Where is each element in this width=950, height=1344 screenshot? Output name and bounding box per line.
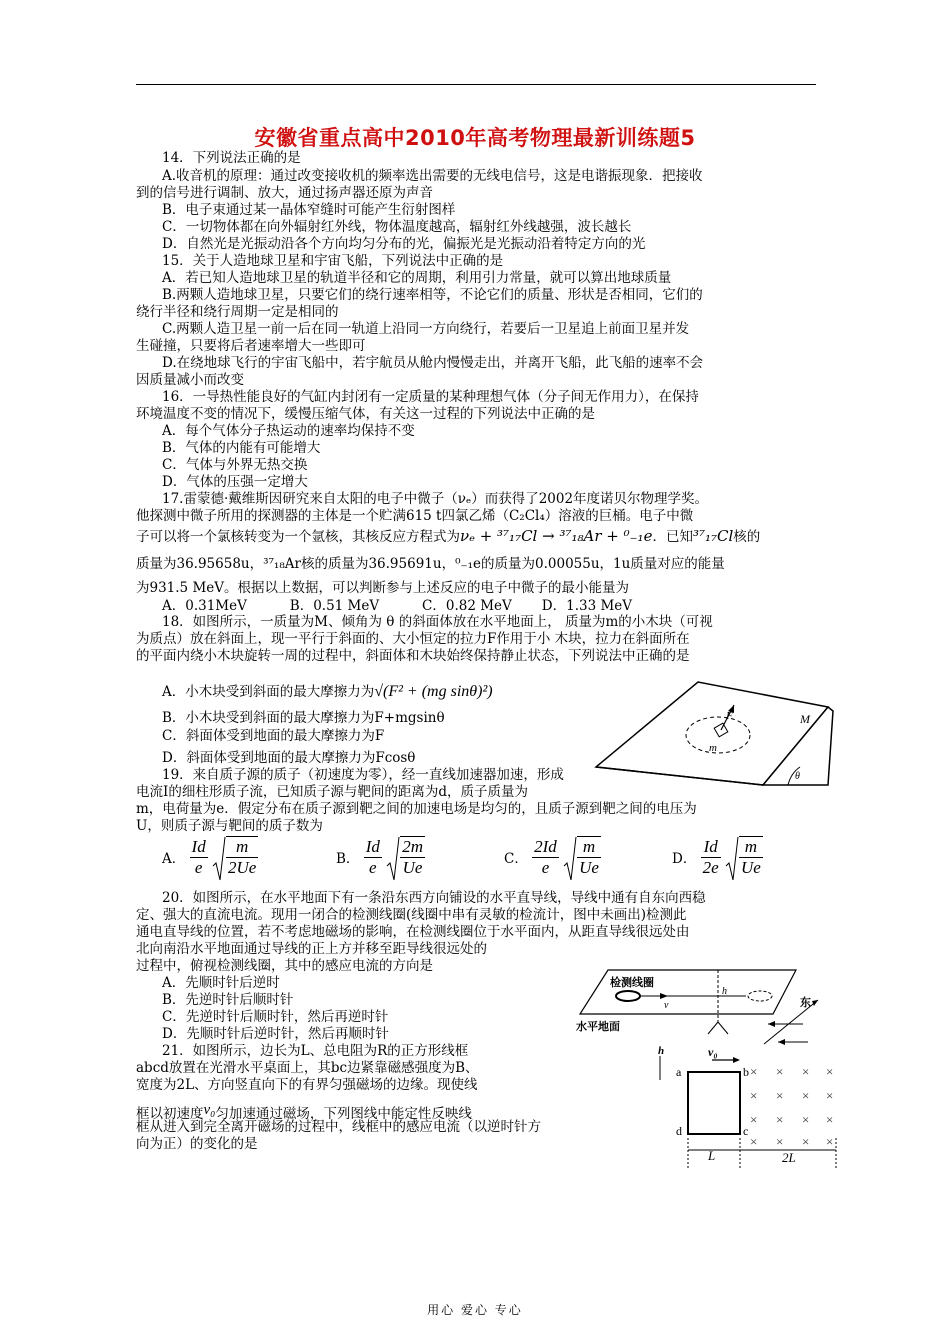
q19-option-c [504,836,601,878]
ground-label: 水平地面 [576,1020,620,1033]
q21-stem: 21．如图所示，边长为L、总电阻为R的正方形线框 [162,1043,469,1059]
q15-stem: 15．关于人造地球卫星和宇宙飞船，下列说法中正确的是 [162,253,504,269]
option-label: B． [336,851,360,867]
east-label: 东 [800,996,811,1009]
q15-option-d-cont: 因质量减小而改变 [136,372,244,388]
q18-stem: 18．如图所示，一质量为M、倾角为 θ 的斜面体放在水平地面上， 质量为m的小木块（可视 [162,614,713,630]
sqrt-denominator: 2Ue [228,858,257,877]
q21-stem-5: 框从进入到完全离开磁场的过程中，线框中的感应电流（以逆时针方 [136,1119,541,1135]
q18-option-a-formula: √(F² + (mg sinθ)²) [374,683,493,700]
magnetic-field-cross: × [776,1134,784,1149]
option-label: C． [504,851,528,867]
reaction-equation: νₑ + ³⁷₁₇Cl → ³⁷₁₈Ar + ⁰₋₁e [460,527,653,545]
mass-label: m [709,742,717,754]
q18-stem-2: 为质点）放在斜面上，现一平行于斜面的、大小恒定的拉力F作用于小 木块，拉力在斜面所在 [136,631,690,647]
frac-numerator: Id [365,836,380,856]
corner-b: b [743,1065,749,1079]
frac-denominator: e [369,857,377,877]
sqrt-numerator: m [739,837,763,858]
corner-a: a [676,1065,682,1079]
q17-stem-2: 他探测中微子所用的探测器的主体是一个贮满615 t四氯乙烯（C₂Cl₄）溶液的巨桶。电子中微 [136,508,694,524]
q21-stem-2: abcd放置在光滑水平桌面上，其bc边紧靠磁感强度为B、 [136,1060,479,1076]
height-label: h [658,1045,665,1057]
q14-option-a: A.收音机的原理：通过改变接收机的频率选出需要的无线电信号，这是电谐振现象．把接收 [162,168,703,184]
q19-stem: 19．来自质子源的质子（初速度为零），经一直线加速器加速，形成 [162,767,564,783]
magnetic-field-cross: × [802,1112,810,1127]
option-label: A． [162,851,186,867]
q19-option-a [162,836,258,878]
q20-stem-5: 过程中，俯视检测线圈，其中的感应电流的方向是 [136,958,433,974]
magnetic-field-cross: × [826,1112,834,1127]
sqrt [212,836,258,878]
magnetic-field-cross: × [826,1088,834,1103]
q15-option-b-cont: 绕行半径和绕行周期一定是相同的 [136,304,339,320]
q14-option-c: C．一切物体都在向外辐射红外线，物体温度越高，辐射红外线越强，波长越长 [162,219,632,235]
footer: 用心 爱心 专心 [427,1303,523,1317]
sqrt [563,836,601,878]
q20-option-c: C．先逆时针后顺时针，然后再逆时针 [162,1009,389,1025]
q21-stem-3: 宽度为2L、方向竖直向下的有界匀强磁场的边缘。现使线 [136,1077,478,1093]
sqrt [725,836,763,878]
q20-stem: 20．如图所示，在水平地面下有一条沿东西方向铺设的水平直导线，导线中通有自东向西稳 [162,890,706,906]
q20-option-b: B．先逆时针后顺时针 [162,992,294,1008]
q20-option-d: D．先顺时针后逆时针，然后再顺时针 [162,1026,389,1042]
header-rule [136,84,816,85]
q17-stem-3 [136,527,760,546]
q18-option-a [162,683,493,701]
q16-option-c: C．气体与外界无热交换 [162,457,308,473]
q20-stem-3: 通电直导线的位置，若不考虑地磁场的影响，在检测线圈位于水平面内，从距直导线很远处由 [136,924,690,940]
magnetic-field-cross: × [826,1134,834,1149]
q18-stem-3: 的平面内绕小木块旋转一周的过程中，斜面体和木块始终保持静止状态，下列说法中正确的是 [136,648,690,664]
sqrt-numerator: 2m [402,837,423,856]
q19-option-b [336,836,425,878]
q16-stem: 16．一导热性能良好的气缸内封闭有一定质量的某种理想气体（分子间无作用力），在保持 [162,389,699,405]
chlorine-symbol: ³⁷₁₇Cl [692,527,734,545]
q19-stem-4: U，则质子源与靶间的质子数为 [136,818,323,834]
q14-option-b: B．电子束通过某一晶体窄缝时可能产生衍射图样 [162,202,456,218]
magnetic-field-cross: × [776,1088,784,1103]
q17-stem-5: 为931.5 MeV。根据以上数据，可以判断参与上述反应的电子中微子的最小能量为 [136,580,629,596]
q21-text: 框以初速度 [136,1106,204,1122]
q17-stem-4: 质量为36.95658u，³⁷₁₈Ar核的质量为36.95691u，⁰₋₁e的质量为0.00055u，1u质量对应的能量 [136,556,725,572]
magnetic-field-cross: × [750,1112,758,1127]
magnetic-field-cross: × [802,1134,810,1149]
q15-option-c: C.两颗人造卫星一前一后在同一轨道上沿同一方向绕行，若要后一卫星追上前面卫星并发 [162,321,690,337]
incline-figure [588,667,840,792]
angle-label: θ [795,771,800,782]
square-frame-figure [650,1042,840,1172]
v0-label: v₀ [708,1045,718,1059]
frac-numerator: Id [191,836,206,856]
q19-stem-2: 电流Ⅰ的细柱形质子流，已知质子源与靶间的距离为d，质子质量为 [136,784,528,800]
magnetic-field-cross: × [750,1064,758,1079]
q14-option-a-cont: 到的信号进行调制、放大，通过扬声器还原为声音 [136,185,433,201]
q16-option-b: B．气体的内能有可能增大 [162,440,321,456]
q21-text-2: 匀加速通过磁场，下列图线中能定性反映线 [215,1106,472,1122]
velocity-label: v [664,1000,669,1011]
q17-options: A．0.31MeV B．0.51 MeV C．0.82 MeV D．1.33 MeV [162,598,633,614]
q18-option-d: D．斜面体受到地面的最大摩擦力为Fcosθ [162,750,416,766]
q19-option-d [672,836,763,878]
sqrt-numerator: m [577,837,601,858]
frac-numerator: Id [701,837,721,858]
q20-option-a: A．先顺时针后逆时 [162,975,280,991]
frac-denominator: e [194,857,203,877]
sqrt-denominator: Ue [402,858,423,877]
q15-option-a: A．若已知人造地球卫星的轨道半径和它的周期，利用引力常量，就可以算出地球质量 [162,270,672,286]
q16-stem-cont: 环境温度不变的情况下，缓慢压缩气体，有关这一过程的下列说法中正确的是 [136,406,595,422]
q18-option-c: C．斜面体受到地面的最大摩擦力为F [162,728,385,744]
q18-option-a-text: A．小木块受到斜面的最大摩擦力为 [162,684,375,700]
q19-stem-3: m，电荷量为e．假定分布在质子源到靶之间的加速电场是均匀的，且质子源到靶之间的电压为 [136,801,697,817]
option-label: D． [672,851,697,867]
q17-text-3: 核的 [733,529,761,545]
sqrt-numerator: m [226,837,258,858]
sqrt [386,836,425,878]
magnetic-field-cross: × [826,1064,834,1079]
height-label: h [722,986,727,997]
incline-mass-label: M [800,712,810,726]
q14-option-d: D．自然光是光振动沿各个方向均匀分布的光，偏振光是光振动沿着特定方向的光 [162,236,646,252]
magnetic-field-cross: × [776,1064,784,1079]
width-2L-label: 2L [782,1150,796,1165]
q20-stem-2: 定、强大的直流电流。现用一闭合的检测线圈(线圈中串有灵敏的检流计，图中未画出)检测此 [136,907,687,923]
corner-d: d [676,1124,682,1138]
q15-option-b: B.两颗人造地球卫星，只要它们的绕行速率相等，不论它们的质量、形状是否相同，它们的 [162,287,703,303]
frac-numerator: 2Id [534,836,557,856]
q16-option-a: A．每个气体分子热运动的速率均保持不变 [162,423,415,439]
q14-stem: 14．下列说法正确的是 [162,150,301,166]
q21-stem-6: 向为正）的变化的是 [136,1136,258,1152]
q18-option-b: B．小木块受到斜面的最大摩擦力为F+mgsinθ [162,710,445,726]
magnetic-field-cross: × [776,1112,784,1127]
magnetic-field-cross: × [802,1088,810,1103]
width-L-label: L [708,1148,716,1163]
frac-denominator: 2e [702,857,719,877]
force-label: F [726,710,733,722]
q15-option-d: D.在绕地球飞行的宇宙飞船中，若宇航员从舱内慢慢走出，并离开飞船，此飞船的速率不会 [162,355,704,371]
q20-stem-4: 北向南沿水平地面通过导线的正上方并移至距导线很远处的 [136,941,487,957]
magnetic-field-cross: × [802,1064,810,1079]
corner-c: c [743,1124,749,1138]
q16-option-d: D．气体的压强一定增大 [162,474,308,490]
sqrt-denominator: Ue [740,858,761,877]
q15-option-c-cont: 生碰撞，只要将后者速率增大一些即可 [136,338,366,354]
q17-stem: 17.雷蒙德·戴维斯因研究来自太阳的电子中微子（νₑ）而获得了2002年度诺贝尔物理学奖。 [162,491,709,507]
magnetic-field-cross: × [750,1088,758,1103]
frac-denominator: e [541,857,550,877]
magnetic-field-cross: × [750,1134,758,1149]
coil-label: 检测线圈 [610,976,654,989]
q17-text-2: ．已知 [652,529,693,545]
q17-text: 子可以将一个氯核转变为一个氩核，其核反应方程式为 [136,529,460,545]
initial-velocity: v₀ [203,1102,216,1118]
page-title: 安徽省重点高中2010年高考物理最新训练题5 [254,126,696,150]
sqrt-denominator: Ue [579,858,599,877]
